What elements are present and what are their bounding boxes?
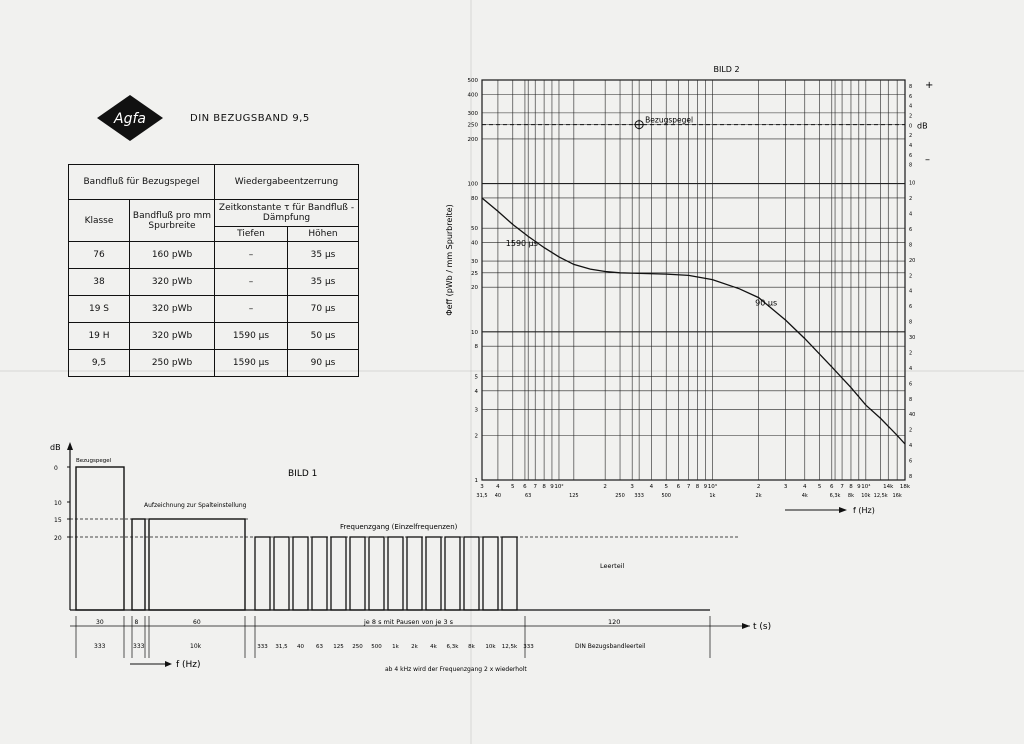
agfa-logo [96, 94, 164, 142]
x-decade-label: 2 [603, 484, 607, 490]
x-decade-label: 18k [899, 484, 911, 490]
f-axis-arrow [165, 661, 172, 667]
leerteil-label: Leerteil [600, 562, 625, 570]
y-tick-label: 15 [54, 517, 62, 524]
bezugspegel-label: Bezugspegel [76, 458, 112, 464]
sweep-freq-label: 250 [352, 644, 363, 650]
freq-label: 333 [94, 643, 106, 650]
col-header-tiefen: Tiefen [215, 227, 288, 242]
db-tick-label: 4 [909, 443, 913, 450]
x-freq-label: 250 [615, 493, 625, 499]
y-tick-label: 4 [474, 388, 478, 395]
table-row [69, 242, 359, 269]
sweep-freq-label: 500 [371, 644, 382, 650]
x-decade-label: 3 [783, 484, 788, 490]
x-freq-label: 125 [569, 493, 579, 499]
cell-hoehen: 70 µs [288, 296, 359, 323]
x-decade-label: 10² [554, 484, 564, 490]
y-tick-label: 30 [471, 259, 478, 266]
sweep-block [445, 537, 460, 610]
cell-bandfluss: 320 pWb [130, 269, 215, 296]
cell-klasse: 19 S [69, 296, 130, 323]
y-tick-label: 8 [474, 344, 478, 351]
cell-bandfluss: 160 pWb [130, 242, 215, 269]
t-axis-label: t (s) [753, 622, 772, 632]
db-tick-label: 6 [909, 304, 913, 311]
y-tick-label: 250 [467, 122, 478, 129]
x-decade-label: 5 [511, 484, 515, 490]
spalt-block-1 [132, 519, 145, 610]
sweep-freq-label: 8k [468, 644, 475, 650]
table-row [69, 269, 359, 296]
y-axis-label: Φeff (pWb / mm Spurbreite) [445, 204, 454, 316]
y-tick-label: 500 [467, 78, 478, 84]
y-tick-label: 400 [467, 92, 478, 99]
sweep-freq-label: 63 [316, 644, 323, 650]
db-tick-label: 4 [909, 142, 913, 149]
cell-tiefen: – [215, 269, 288, 296]
y-tick-label: 40 [471, 240, 478, 247]
y-tick-label: 100 [467, 181, 478, 188]
sweep-freq-label: 31,5 [275, 644, 288, 650]
y-tick-label: 0 [54, 465, 58, 472]
cell-klasse: 9,5 [69, 350, 130, 377]
group-header-bandfluss: Bandfluß für Bezugspegel [69, 165, 215, 200]
x-decade-label: 7 [533, 484, 537, 490]
cell-bandfluss: 320 pWb [130, 296, 215, 323]
db-tick-label: 6 [909, 152, 913, 159]
x-decade-label: 6 [830, 484, 834, 490]
x-decade-label: 10³ [707, 484, 718, 490]
x-decade-label: 7 [840, 484, 844, 490]
y-tick-label: 25 [471, 270, 478, 277]
f-axis-label: f (Hz) [853, 506, 875, 515]
bezugspegel-block [76, 467, 124, 610]
x-decade-label: 8 [542, 484, 546, 490]
sweep-block [483, 537, 498, 610]
bild2-title: BILD 2 [713, 65, 740, 74]
db-label: dB [917, 121, 928, 131]
sweep-block [350, 537, 365, 610]
sweep-freq-label: 333 [257, 644, 268, 650]
label-90: 90 µs [755, 298, 778, 308]
col-header-hoehen: Höhen [288, 227, 359, 242]
y-tick-label: 2 [474, 433, 478, 440]
db-tick-label: 10 [909, 180, 916, 187]
cell-klasse: 19 H [69, 323, 130, 350]
db-tick-label: 6 [909, 458, 913, 465]
zeitkonstante-header: Zeitkonstante τ für Bandfluß - Dämpfung [215, 200, 359, 227]
table-row [69, 323, 359, 350]
db-tick-label: 6 [909, 93, 913, 100]
x-freq-label: 6,3k [829, 493, 841, 499]
x-decade-label: 6 [676, 484, 681, 490]
cell-tiefen: – [215, 296, 288, 323]
cell-tiefen: 1590 µs [215, 350, 288, 377]
duration-label: 30 [96, 619, 104, 626]
sweep-freq-label: 10k [485, 644, 496, 650]
db-tick-label: 20 [909, 257, 916, 264]
x-freq-label: 4k [801, 493, 808, 499]
x-freq-label: 333 [634, 493, 644, 499]
col-header-klasse: Klasse [69, 200, 130, 242]
col-header-bandfluss: Bandfluß pro mm Spurbreite [130, 200, 215, 242]
x-freq-label: 40 [494, 493, 502, 499]
frequenzgang-label: Frequenzgang (Einzelfrequenzen) [340, 523, 458, 531]
cell-tiefen: – [215, 242, 288, 269]
db-tick-label: 0 [909, 123, 913, 130]
cell-bandfluss: 250 pWb [130, 350, 215, 377]
y-unit-label: dB [50, 443, 61, 452]
sweep-freq-label: 125 [333, 644, 344, 650]
db-tick-label: 8 [909, 396, 913, 403]
f-axis-arrow [839, 507, 847, 513]
db-tick-label: 8 [909, 319, 913, 326]
db-tick-label: 8 [909, 242, 913, 249]
x-freq-label: 63 [524, 493, 532, 499]
x-decade-label: 8 [695, 484, 700, 490]
y-tick-label: 300 [467, 110, 478, 117]
group-header-wiedergabe: Wiedergabeentzerrung [215, 165, 359, 200]
sweep-block [331, 537, 346, 610]
x-freq-label: 31,5 [476, 493, 488, 499]
db-tick-label: 4 [909, 211, 913, 218]
db-minus: – [925, 154, 930, 166]
x-decade-label: 9 [550, 484, 554, 490]
db-tick-label: 6 [909, 226, 913, 233]
x-freq-label: 12,5k [873, 493, 888, 499]
sweep-block [369, 537, 384, 610]
y-tick-label: 50 [471, 226, 478, 233]
sweep-freq-label: 333 [523, 644, 534, 650]
y-tick-label: 1 [474, 478, 478, 484]
f-axis-label: f (Hz) [176, 660, 201, 670]
cell-hoehen: 90 µs [288, 350, 359, 377]
sweep-freq-label: 4k [430, 644, 437, 650]
x-freq-label: 500 [661, 493, 671, 499]
db-tick-label: 2 [909, 427, 913, 434]
sweep-block [274, 537, 289, 610]
sweep-block [255, 537, 270, 610]
sweep-block [312, 537, 327, 610]
x-decade-label: 9 [703, 484, 708, 490]
x-decade-label: 4 [803, 484, 807, 490]
db-tick-label: 4 [909, 103, 913, 110]
db-tick-label: 30 [909, 335, 916, 342]
x-freq-label: 2k [755, 493, 762, 499]
x-decade-label: 14k [883, 484, 894, 490]
sweep-freq-label: 2k [411, 644, 418, 650]
je8s-label: je 8 s mit Pausen von je 3 s [364, 618, 454, 626]
x-decade-label: 10⁴ [861, 484, 871, 490]
leer-duration-label: 120 [608, 618, 621, 626]
logo-text: Agfa [114, 111, 146, 127]
db-plus: + [925, 80, 934, 91]
x-decade-label: 4 [649, 484, 654, 490]
bild2-chart [430, 60, 950, 520]
x-decade-label: 5 [817, 484, 822, 490]
response-curve [482, 198, 905, 444]
freq-label: 10k [190, 643, 202, 650]
document-title: DIN BEZUGSBAND 9,5 [190, 113, 310, 124]
label-1590: 1590 µs [505, 238, 538, 248]
db-tick-label: 4 [909, 365, 913, 372]
sweep-freq-label: 40 [297, 644, 304, 650]
cell-hoehen: 50 µs [288, 323, 359, 350]
cell-hoehen: 35 µs [288, 269, 359, 296]
db-tick-label: 40 [909, 412, 916, 419]
t-axis-arrow [742, 623, 750, 629]
x-freq-label: 8k [847, 493, 855, 499]
db-tick-label: 6 [909, 381, 913, 388]
y-tick-label: 5 [474, 374, 478, 381]
x-decade-label: 3 [480, 484, 484, 490]
db-tick-label: 2 [909, 113, 913, 120]
y-tick-label: 200 [467, 136, 478, 143]
duration-label: 60 [193, 619, 201, 626]
db-tick-label: 8 [909, 474, 913, 480]
bezugspegel-label: Bezugspegel [645, 115, 694, 125]
sweep-freq-label: 1k [392, 644, 399, 650]
cell-hoehen: 35 µs [288, 242, 359, 269]
cell-klasse: 76 [69, 242, 130, 269]
x-decade-label: 3 [630, 484, 634, 490]
sweep-block [426, 537, 441, 610]
x-decade-label: 7 [686, 484, 691, 490]
y-axis-arrow [67, 442, 73, 450]
x-decade-label: 6 [523, 484, 527, 490]
sweep-block [293, 537, 308, 610]
cell-bandfluss: 320 pWb [130, 323, 215, 350]
db-tick-label: 4 [909, 288, 913, 295]
sweep-block [464, 537, 479, 610]
db-tick-label: 2 [909, 133, 913, 140]
db-tick-label: 2 [909, 273, 913, 280]
y-tick-label: 20 [54, 535, 62, 542]
bild1-title: BILD 1 [288, 469, 318, 479]
x-decade-label: 2 [756, 484, 761, 490]
db-tick-label: 8 [909, 162, 913, 169]
x-freq-label: 1k [709, 493, 716, 499]
x-decade-label: 4 [496, 484, 500, 490]
sweep-block [407, 537, 422, 610]
din-leerteil-label: DIN Bezugsbandleerteil [575, 643, 646, 650]
db-tick-label: 8 [909, 84, 913, 90]
x-decade-label: 5 [664, 484, 668, 490]
sweep-block [502, 537, 517, 610]
table-row [69, 350, 359, 377]
db-tick-label: 2 [909, 350, 913, 357]
cell-tiefen: 1590 µs [215, 323, 288, 350]
db-tick-label: 2 [909, 196, 913, 203]
repeat-note: ab 4 kHz wird der Frequenzgang 2 x wiederholt [385, 666, 527, 673]
x-decade-label: 8 [849, 484, 853, 490]
duration-label: 8 [134, 619, 139, 626]
y-tick-label: 10 [54, 500, 62, 507]
spalt-block-2 [149, 519, 245, 610]
sweep-freq-label: 12,5k [501, 644, 518, 650]
x-freq-label: 16k [892, 493, 902, 499]
y-tick-label: 10 [471, 329, 478, 336]
x-decade-label: 9 [857, 484, 861, 490]
x-freq-label: 10k [861, 493, 871, 499]
table-row [69, 296, 359, 323]
y-tick-label: 20 [471, 285, 478, 292]
sweep-freq-label: 6,3k [446, 644, 459, 650]
reference-table [68, 164, 359, 377]
y-tick-label: 80 [471, 195, 478, 202]
y-tick-label: 3 [474, 407, 478, 414]
freq-label: 333 [133, 643, 145, 650]
aufzeichnung-label: Aufzeichnung zur Spalteinstellung [144, 502, 247, 509]
sweep-block [388, 537, 403, 610]
plot-frame [482, 80, 905, 480]
cell-klasse: 38 [69, 269, 130, 296]
